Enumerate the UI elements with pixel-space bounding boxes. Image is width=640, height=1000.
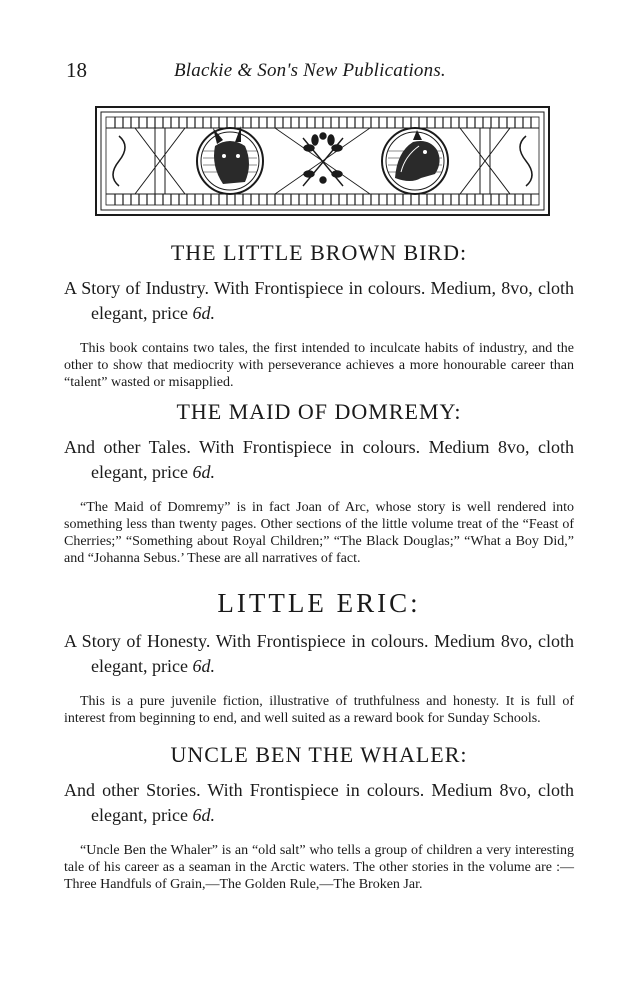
running-title: Blackie & Son's New Publications. [174,60,446,81]
entry-format: And other Stories. With Frontispiece in colours. Medium 8vo, cloth elegant, price [64,780,574,825]
entry-title: LITTLE ERIC: [217,588,421,618]
entry-price: 6d. [192,303,215,323]
entry-description: This book contains two tales, the first intended to inculcate habits of industry, and the other to show that mediocrity with perseverance achieves a more honourable career than “talent” wasted or misapplied. [64,341,574,390]
page-number: 18 [66,58,87,82]
crossed-branches-icon [303,133,343,186]
entry-title: UNCLE BEN THE WHALER: [170,742,468,767]
entry-subtitle [64,778,574,828]
entry-description: This is a pure juvenile fiction, illustrative of truthfulness and honesty. It is full of interest from beginning to end, and well suited as a reward book for Sunday Schools. [64,694,574,726]
running-head [66,58,576,92]
entry-subtitle [64,435,574,485]
entry-format: And other Tales. With Frontispiece in colours. Medium 8vo, cloth elegant, price [64,437,574,482]
decorative-headpiece [95,106,550,216]
entry-format: A Story of Honesty. With Frontispiece in colours. Medium 8vo, cloth elegant, price [64,631,574,676]
entry-format: A Story of Industry. With Frontispiece in colours. Medium, 8vo, cloth elegant, price [64,278,574,323]
entry-subtitle [64,276,574,326]
entry-price: 6d. [192,805,215,825]
book-entry [64,742,574,893]
entry-description: “The Maid of Domremy” is in fact Joan of Arc, whose story is well rendered into something less than twenty pages. Other sections of the little volume treat of the “Feast of Cherries;” “Something about Royal Children;” “The Black Douglas;” “What a Boy Did,” and “Johanna Sebus.’ These are all narratives of fact. [64,500,574,566]
entry-title: THE MAID OF DOMREMY: [176,399,462,424]
entry-title: THE LITTLE BROWN BIRD: [170,240,468,265]
book-entry [64,588,574,727]
book-entry [64,399,574,567]
book-entry [64,240,574,391]
entry-price: 6d. [192,462,215,482]
entry-price: 6d. [192,656,215,676]
entry-subtitle [64,629,574,679]
entry-description: “Uncle Ben the Whaler” is an “old salt” who tells a group of children a very interesting tale of his career as a seaman in the Arctic waters. The other stories in the volume are :—Three Handfuls of Grain,—The Golden Rule,—The Broken Jar. [64,843,574,892]
